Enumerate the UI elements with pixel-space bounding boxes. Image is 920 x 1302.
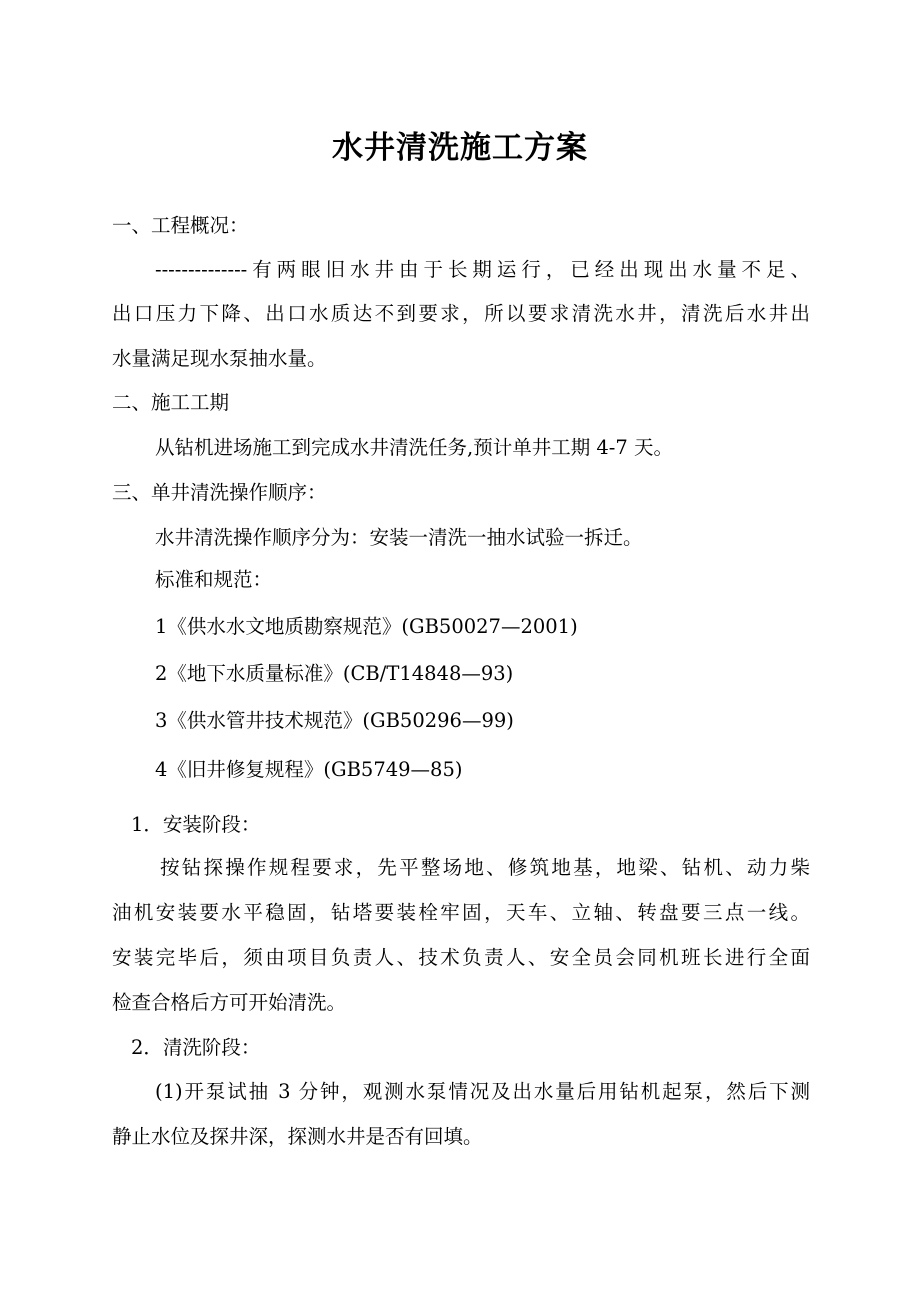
section-heading-overview: 一、工程概况：: [112, 214, 249, 237]
document-title: 水井清洗施工方案: [332, 130, 588, 166]
standard-item: 1《供水水文地质勘察规范》(GB50027—2001): [155, 615, 578, 638]
stage-heading-clean: 2．清洗阶段：: [131, 1036, 261, 1059]
schedule-paragraph: 从钻机进场施工到完成水井清洗任务,预计单井工期 4-7 天。: [155, 436, 673, 459]
standard-item: 4《旧井修复规程》(GB5749—85): [155, 758, 463, 781]
install-line-1: 按钻探操作规程要求，先平整场地、修筑地基，地梁、钻机、动力柴: [160, 856, 810, 879]
standard-item: 2《地下水质量标准》(CB/T14848—93): [155, 662, 514, 685]
section-heading-schedule: 二、施工工期: [112, 391, 230, 414]
install-line-2: 油机安装要水平稳固，钻塔要装栓牢固，天车、立轴、转盘要三点一线。: [112, 901, 810, 924]
stage-heading-install: 1．安装阶段：: [131, 813, 261, 836]
section-heading-sequence: 三、单井清洗操作顺序：: [112, 481, 327, 504]
standards-heading: 标准和规范：: [155, 568, 273, 591]
overview-line-1: --------------有两眼旧水井由于长期运行，已经出现出水量不足、: [155, 258, 810, 281]
install-line-3: 安装完毕后，须由项目负责人、技术负责人、安全员会同机班长进行全面: [112, 946, 810, 969]
clean-line-2: 静止水位及探井深，探测水井是否有回填。: [112, 1125, 483, 1148]
overview-line-3: 水量满足现水泵抽水量。: [112, 347, 327, 370]
overview-line-2: 出口压力下降、出口水质达不到要求，所以要求清洗水井，清洗后水井出: [112, 302, 810, 325]
install-line-4: 检查合格后方可开始清洗。: [112, 991, 347, 1014]
sequence-paragraph: 水井清洗操作顺序分为：安装一清洗一抽水试验一拆迁。: [155, 526, 643, 549]
standard-item: 3《供水管井技术规范》(GB50296—99): [155, 709, 514, 732]
clean-line-1: (1)开泵试抽 3 分钟，观测水泵情况及出水量后用钻机起泵，然后下测: [155, 1080, 810, 1103]
